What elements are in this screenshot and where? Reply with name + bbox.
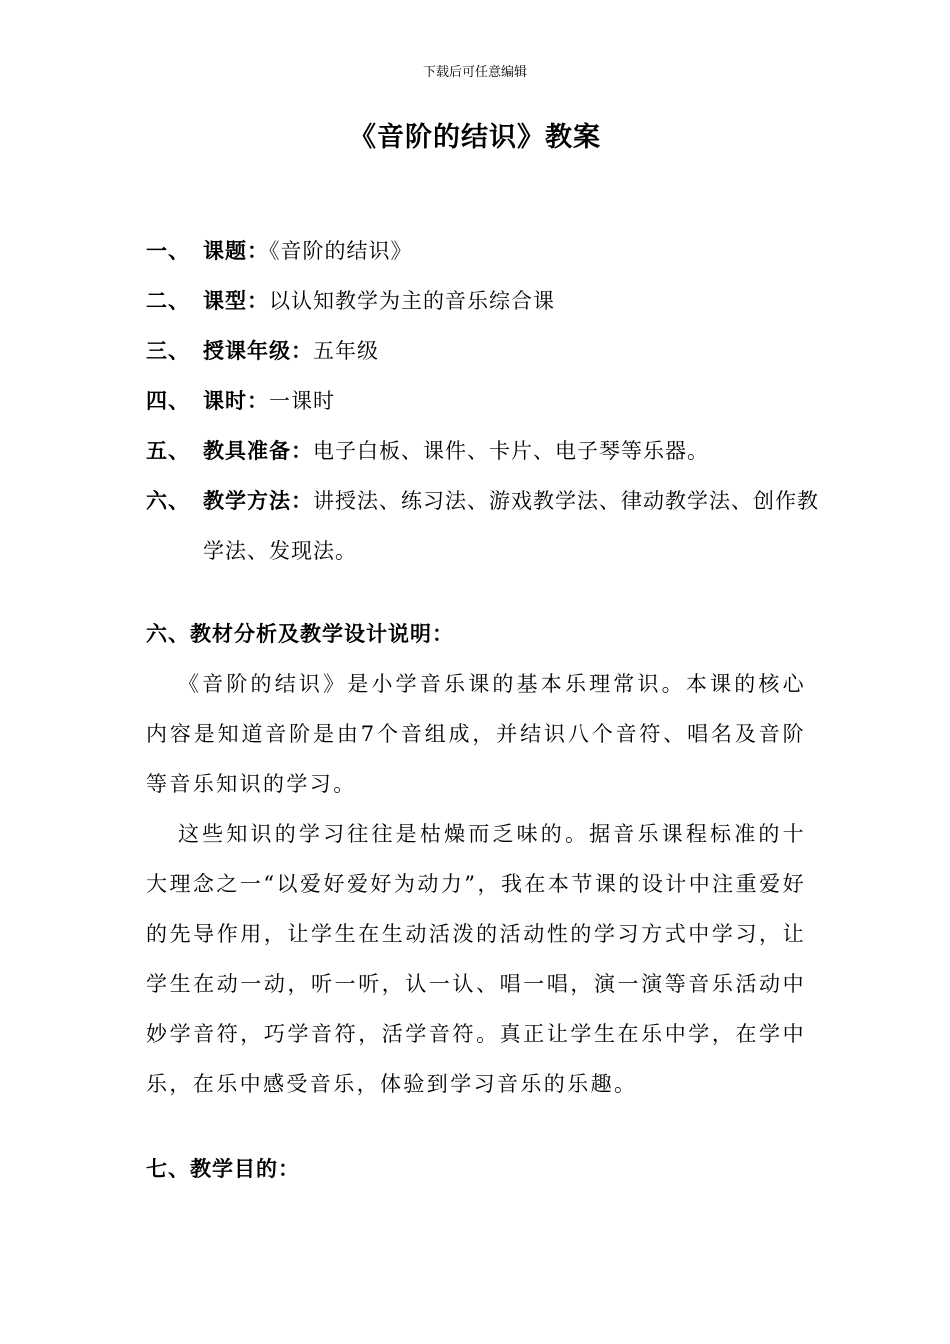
info-number: 二、: [146, 288, 190, 313]
analysis-section: [146, 609, 806, 1109]
info-number: 一、: [146, 238, 190, 263]
info-label: 课时：: [203, 388, 269, 413]
section-heading: 六、教材分析及教学设计说明：: [146, 621, 454, 646]
info-label: 教具准备：: [203, 438, 313, 463]
info-item-topic: [146, 226, 826, 276]
info-label: 授课年级：: [203, 338, 313, 363]
info-value: 《音阶的结识》: [269, 239, 413, 263]
info-label: 课题：: [203, 238, 269, 263]
info-number: 四、: [146, 388, 190, 413]
info-value: 一课时: [269, 389, 335, 413]
info-value: 以认知教学为主的音乐综合课: [269, 289, 555, 313]
info-number: 三、: [146, 338, 190, 363]
info-label: 教学方法：: [203, 488, 313, 513]
lesson-info-list: [146, 226, 826, 576]
body-paragraph: 《音阶的结识》是小学音乐课的基本乐理常识。本课的核心内容是知道音阶是由7个音组成，并结识八个音符、唱名及音阶等音乐知识的学习。: [146, 672, 806, 796]
info-item-grade: [146, 326, 826, 376]
info-item-course-type: [146, 276, 826, 326]
info-label: 课型：: [203, 288, 269, 313]
document-title: 《音阶的结识》教案: [349, 122, 601, 153]
info-value: 讲授法、练习法、游戏教学法、律动教学法、创作教学法、发现法。: [203, 489, 819, 563]
objectives-section: [146, 1144, 806, 1194]
info-value: 五年级: [313, 339, 379, 363]
info-item-teaching-methods: [146, 476, 826, 576]
body-paragraph: 这些知识的学习往往是枯燥而乏味的。据音乐课程标准的十大理念之一“以爱好爱好为动力”，我在本节课的设计中注重爱好的先导作用，让学生在生动活泼的活动性的学习方式中学习，让学生在动一动，听一听，认一认、唱一唱，演一演等音乐活动中妙学音符，巧学音符，活学音符。真正让学生在乐中学，在学中乐，在乐中感受音乐，体验到学习音乐的乐趣。: [146, 822, 806, 1096]
section-heading: 七、教学目的：: [146, 1156, 300, 1181]
info-number: 五、: [146, 438, 190, 463]
info-item-teaching-aids: [146, 426, 826, 476]
info-number: 六、: [146, 488, 190, 513]
info-item-duration: [146, 376, 826, 426]
page-header: 下载后可任意编辑: [422, 65, 527, 80]
info-value: 电子白板、课件、卡片、电子琴等乐器。: [313, 439, 709, 463]
